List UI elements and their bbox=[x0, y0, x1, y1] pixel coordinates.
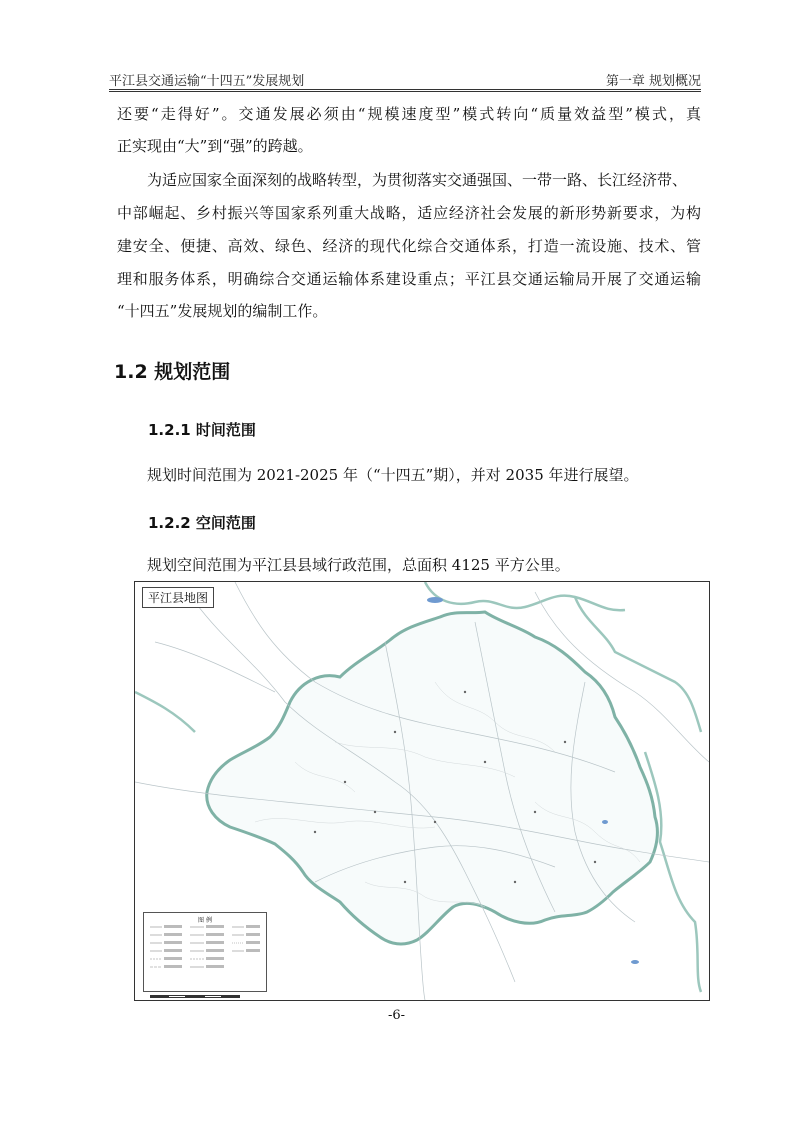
paragraph-line: 中部崛起、乡村振兴等国家系列重大战略，适应经济社会发展的新形势新要求，为构 bbox=[117, 204, 701, 222]
legend-title: 图 例 bbox=[198, 917, 212, 924]
header-rule-secondary bbox=[109, 91, 701, 92]
space-scope-text: 规划空间范围为平江县县域行政范围，总面积 4125 平方公里。 bbox=[147, 556, 570, 574]
paragraph-line: 建安全、便捷、高效、绿色、经济的现代化综合交通体系，打造一流设施、技术、管 bbox=[117, 237, 701, 255]
county-boundary bbox=[207, 612, 658, 944]
map-title: 平江县地图 bbox=[142, 587, 214, 608]
legend-symbols bbox=[144, 913, 266, 991]
paragraph-line: 正实现由“大”到“强”的跨越。 bbox=[117, 137, 313, 155]
map-legend bbox=[143, 912, 267, 992]
paragraph-line: “十四五”发展规划的编制工作。 bbox=[117, 302, 328, 320]
subsection-heading-time: 1.2.1 时间范围 bbox=[148, 421, 256, 439]
county-map bbox=[134, 581, 710, 1001]
paragraph-line: 理和服务体系，明确综合交通运输体系建设重点；平江县交通运输局开展了交通运输 bbox=[117, 270, 701, 288]
header-rule bbox=[109, 89, 701, 90]
time-scope-text: 规划时间范围为 2021-2025 年（“十四五”期），并对 2035 年进行展望。 bbox=[147, 466, 639, 484]
running-header-title: 平江县交通运输“十四五”发展规划 bbox=[109, 74, 305, 89]
page-number: -6- bbox=[387, 1008, 406, 1023]
paragraph-line: 为适应国家全面深刻的战略转型，为贯彻落实交通强国、一带一路、长江经济带、 bbox=[147, 171, 688, 189]
section-heading: 1.2 规划范围 bbox=[114, 361, 231, 383]
paragraph-line: 还要“走得好”。交通发展必须由“规模速度型”模式转向“质量效益型”模式，真 bbox=[117, 105, 701, 123]
running-header-chapter: 第一章 规划概况 bbox=[605, 74, 701, 89]
subsection-heading-space: 1.2.2 空间范围 bbox=[148, 514, 256, 532]
scale-bar bbox=[150, 983, 242, 986]
